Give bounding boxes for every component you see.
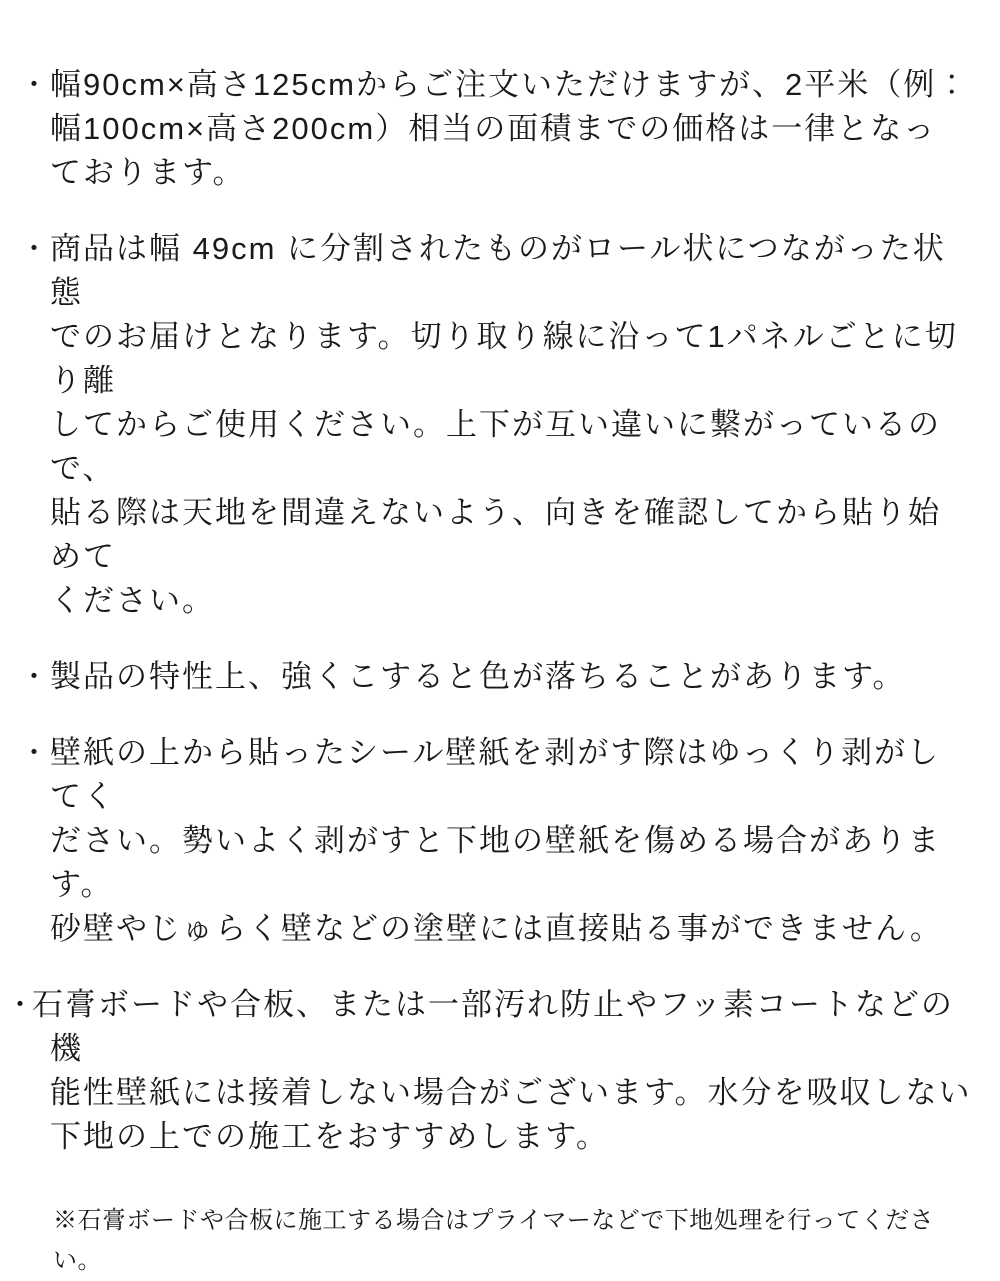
- note-item-color-fading: [20, 655, 972, 699]
- note-text-peeling-caution: 壁紙の上から貼ったシール壁紙を剥がす際はゆっくり剥がしてく ださい。勢いよく剥がすと下地の壁紙を傷める場合があります。 砂壁やじゅらく壁などの塗壁には直接貼る事ができません。: [50, 735, 943, 946]
- bullet-marker: ・: [20, 661, 49, 692]
- bullet-marker: ・: [20, 737, 49, 768]
- note-text-roll-delivery: 商品は幅 49cm に分割されたものがロール状につながった状態 でのお届けとなります。切り取り線に沿って1パネルごとに切り離 してからご使用ください。上下が互い違いに繋がっているので、 貼る際は天地を間違えないよう、向きを確認してから貼り始めて ください。: [50, 231, 958, 618]
- note-text-adhesion-surfaces: 石膏ボードや合板、または一部汚れ防止やフッ素コートなどの機 能性壁紙には接着しない場合がございます。水分を吸収しない 下地の上での施工をおすすめします。: [32, 987, 972, 1154]
- note-item-roll-delivery: [20, 227, 972, 623]
- note-item-adhesion-surfaces: [6, 983, 972, 1159]
- bullet-marker: ・: [6, 989, 35, 1020]
- note-item-order-size: [20, 63, 972, 195]
- bullet-marker: ・: [20, 233, 49, 264]
- note-item-peeling-caution: [20, 731, 972, 951]
- bullet-marker: ・: [20, 69, 49, 100]
- footnote-primer-note: ※石膏ボードや合板に施工する場合はプライマーなどで下地処理を行ってください。: [53, 1207, 935, 1274]
- note-text-color-fading: 製品の特性上、強くこすると色が落ちることがあります。: [50, 659, 906, 694]
- note-text-order-size: 幅90cm×高さ125cmからご注文いただけますが、2平米（例： 幅100cm×高さ200cm）相当の面積までの価格は一律となっ ております。: [50, 67, 970, 190]
